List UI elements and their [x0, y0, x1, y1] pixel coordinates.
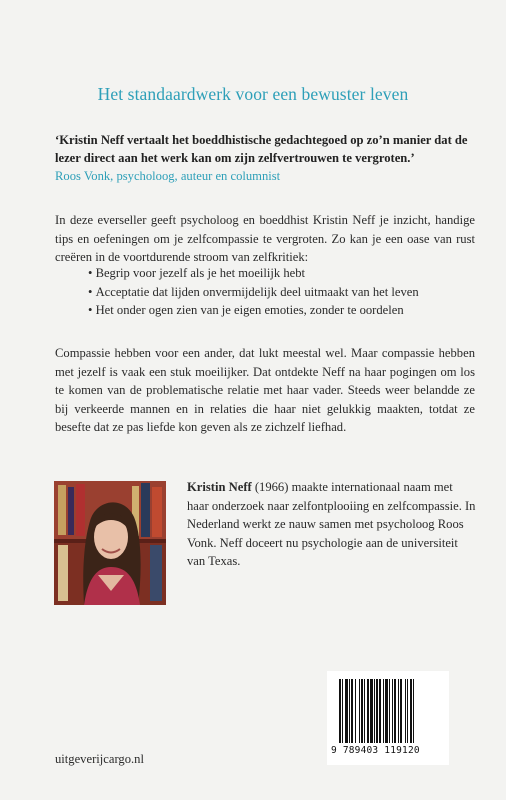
barcode-bar [370, 679, 373, 743]
barcode-bar [383, 679, 384, 743]
list-item: • Acceptatie dat lijden onvermijdelijk deel uitmaakt van het leven [88, 283, 478, 302]
review-quote [55, 131, 475, 185]
barcode-bar [400, 679, 402, 743]
publisher-url: uitgeverijcargo.nl [55, 752, 144, 766]
barcode-bar [379, 679, 381, 743]
author-name: Kristin Neff [187, 480, 252, 494]
barcode-bar [376, 679, 378, 743]
barcode-bar [342, 679, 343, 743]
barcode-bar [398, 679, 399, 743]
barcode-bar [345, 679, 348, 743]
list-item: • Het onder ogen zien van je eigen emoties, zonder te oordelen [88, 301, 478, 320]
barcode-bar [355, 679, 356, 743]
barcode-bar [385, 679, 388, 743]
barcode-bar [374, 679, 375, 743]
intro-paragraph: In deze everseller geeft psycholoog en boeddhist Kristin Neff je inzicht, handige tips en oefeningen om je zelfcompassie te vergroten. Zo kan je een oase van rust creëren in de voortdurende stroom van zelfkritiek: [55, 213, 475, 264]
author-portrait-image [54, 481, 166, 605]
barcode-bar [364, 679, 365, 743]
author-bio-text: (1966) maakte internationaal naam met haar onderzoek naar zelfontplooiing en zelfcompassie. In Nederland werkt ze nauw samen met psycholoog Roos Vonk. Neff doceert nu psychologie aan de universiteit van Texas. [187, 480, 476, 568]
barcode-bar [349, 679, 350, 743]
list-item: • Begrip voor jezelf als je het moeilijk hebt [88, 264, 478, 283]
barcode-bar [410, 679, 412, 743]
barcode-bar [405, 679, 406, 743]
barcode-bar [361, 679, 363, 743]
tagline: Het standaardwerk voor een bewuster leven [97, 84, 409, 104]
barcode-icon [339, 679, 439, 743]
barcode-digits: 9 789403 119120 [331, 745, 420, 756]
barcode-bar [389, 679, 390, 743]
barcode-bar [413, 679, 414, 743]
benefit-list [88, 264, 478, 320]
author-photo [54, 481, 166, 605]
barcode-bar [339, 679, 341, 743]
isbn-barcode [327, 671, 449, 765]
quote-text: ‘Kristin Neff vertaalt het boeddhistische gedachtegoed op zo’n manier dat de lezer direct aan het werk kan om zijn zelfvertrouwen te vergroten.’ [55, 133, 468, 165]
story-paragraph: Compassie hebben voor een ander, dat lukt meestal wel. Maar compassie hebben met jezelf is vaak een stuk moeilijker. Dat ontdekte Neff na haar pogingen om los te komen van de problematische relatie met haar vader. Steeds weer belandde ze bij verkeerde mannen en in relaties die haar niet gelukkig maakten, totdat ze besefte dat ze pas liefde kon geven als ze zichzelf liefhad. [55, 346, 475, 434]
author-bio [187, 478, 477, 571]
quote-author: Roos Vonk, psycholoog, auteur en columnist [55, 169, 281, 183]
barcode-bar [407, 679, 408, 743]
barcode-bar [367, 679, 369, 743]
barcode-bar [392, 679, 393, 743]
barcode-bar [394, 679, 396, 743]
barcode-bar [351, 679, 353, 743]
barcode-bar [359, 679, 360, 743]
